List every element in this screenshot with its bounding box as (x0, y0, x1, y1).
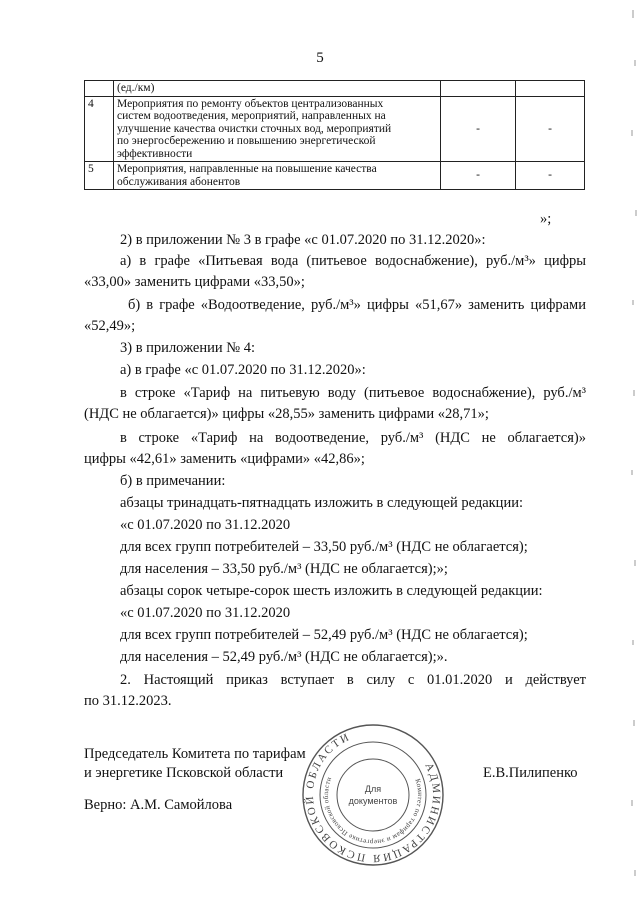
official-stamp (300, 722, 446, 868)
paragraph: «с 01.07.2020 по 31.12.2020 (120, 605, 291, 621)
table-text-line: улучшение качества очистки сточных вод, мероприятий (117, 122, 392, 135)
stamp-outer-text: АДМИНИСТРАЦИЯ ПСКОВСКОЙ ОБЛАСТИ (303, 730, 443, 865)
signatory-name: Е.В.Пилипенко (483, 765, 578, 781)
paragraph: а) в графе «Питьевая вода (питьевое водоснабжение), руб./м³» цифры (120, 253, 586, 269)
paragraph: для населения – 52,49 руб./м³ (НДС не облагается);». (120, 649, 448, 665)
paragraph: 3) в приложении № 4: (120, 340, 255, 356)
verified-by: Верно: А.М. Самойлова (84, 797, 233, 813)
table-cell-num: 4 (85, 96, 114, 162)
table-text-line: (ед./км) (117, 82, 155, 94)
table-cell-value: - (441, 162, 516, 190)
paragraph: для всех групп потребителей – 52,49 руб./м³ (НДС не облагается); (120, 627, 528, 643)
paragraph: б) в примечании: (120, 473, 226, 489)
table-text-line: систем водоотведения, мероприятий, направленных на (117, 110, 386, 122)
table-row (85, 162, 585, 190)
paragraph: (НДС не облагается)» цифры «28,55» заменить цифрами «28,71»; (84, 406, 489, 422)
table-cell-value: - (441, 96, 516, 162)
svg-text:АДМИНИСТРАЦИЯ ПСКОВСКОЙ ОБЛАСТ (300, 722, 446, 868)
table-text-line: эффективности (117, 147, 193, 160)
table-text-line: Мероприятия, направленные на повышение качества (117, 163, 377, 175)
paragraph: в строке «Тариф на питьевую воду (питьевое водоснабжение), руб./м³ (120, 385, 586, 401)
page-number: 5 (316, 50, 324, 66)
table-text-line: по энергосбережению и повышению энергетической (117, 135, 376, 147)
table-cell-value: - (516, 162, 585, 190)
paragraph: абзацы тринадцать-пятнадцать изложить в следующей редакции: (120, 495, 523, 511)
paragraph: б) в графе «Водоотведение, руб./м³» цифры «51,67» заменить цифрами (128, 297, 586, 313)
table-cell-value: - (516, 96, 585, 162)
paragraph: «52,49»; (84, 318, 136, 334)
paragraph: цифры «42,61» заменить «цифрами» «42,86»; (84, 451, 365, 467)
paragraph: для населения – 33,50 руб./м³ (НДС не облагается);»; (120, 561, 448, 577)
paragraph: для всех групп потребителей – 33,50 руб./м³ (НДС не облагается); (120, 539, 528, 555)
table-row (85, 81, 585, 97)
table-cell-value (516, 81, 585, 97)
paragraph: в строке «Тариф на водоотведение, руб./м³ (НДС не облагается)» (120, 430, 586, 446)
table-text-line: Мероприятия по ремонту объектов централизованных (117, 97, 384, 110)
table-cell-text (114, 96, 441, 162)
paragraph: а) в графе «с 01.07.2020 по 31.12.2020»: (120, 362, 366, 378)
paragraph: «33,00» заменить цифрами «33,50»; (84, 274, 305, 290)
paragraph: по 31.12.2023. (84, 693, 172, 709)
stamp-center-text: Для (364, 784, 382, 794)
paragraph: «с 01.07.2020 по 31.12.2020 (120, 517, 291, 533)
stamp-center-text: документов (348, 796, 398, 806)
table-row (85, 96, 585, 162)
table-cell-value (441, 81, 516, 97)
paragraph: 2. Настоящий приказ вступает в силу с 01.01.2020 и действует (120, 672, 586, 688)
paragraph: 2) в приложении № 3 в графе «с 01.07.2020 по 31.12.2020»: (120, 232, 486, 248)
signatory-title: и энергетике Псковской области (84, 765, 284, 781)
closing-quote: »; (540, 211, 552, 227)
table-cell-num: 5 (85, 162, 114, 190)
table-cell-text (114, 162, 441, 190)
table-cell-text (114, 81, 441, 97)
paragraph: абзацы сорок четыре-сорок шесть изложить в следующей редакции: (120, 583, 543, 599)
signatory-title: Председатель Комитета по тарифам (84, 746, 306, 762)
table-text-line: обслуживания абонентов (117, 175, 241, 188)
measures-table (84, 80, 585, 190)
table-cell-num (85, 81, 114, 97)
stamp-inner-text: Комитет по тарифам и энергетике Псковской области (321, 775, 425, 847)
scan-edge-noise (626, 0, 640, 905)
